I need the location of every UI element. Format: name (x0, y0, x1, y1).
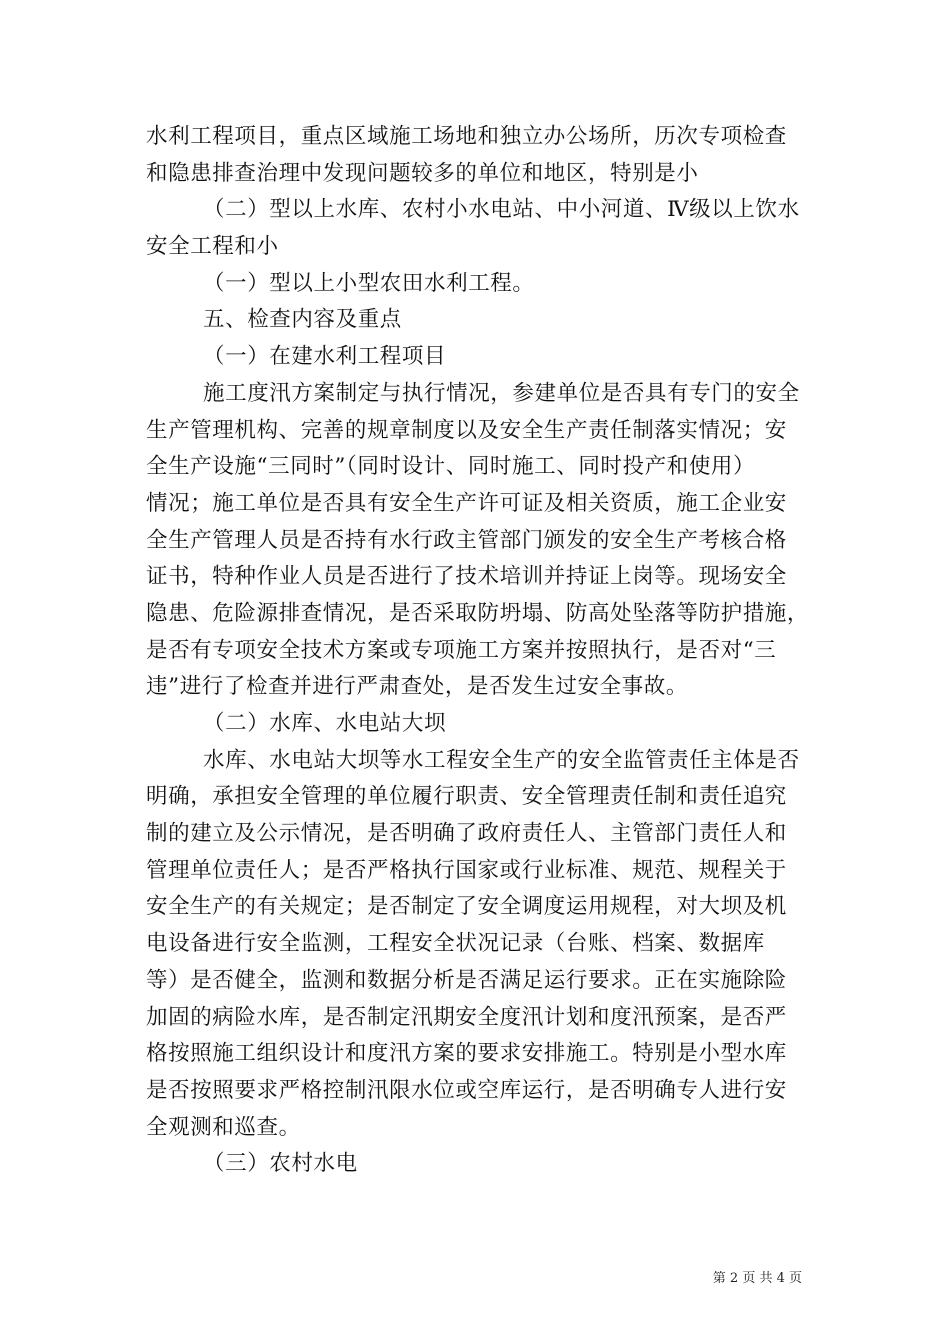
body-line: （一）型以上小型农田水利工程。 (203, 270, 535, 296)
body-line: 等）是否健全，监测和数据分析是否满足运行要求。正在实施除险 (146, 967, 787, 993)
body-line: 安全工程和小 (146, 234, 279, 260)
subsection-heading: （二）水库、水电站大坝 (203, 711, 447, 736)
body-line: 管理单位责任人；是否严格执行国家或行业标准、规范、规程关于 (146, 857, 787, 883)
body-line: 施工度汛方案制定与执行情况，参建单位是否具有专门的安全 (203, 380, 800, 406)
body-line: 是否有专项安全技术方案或专项施工方案并按照执行，是否对“三 (146, 637, 777, 663)
body-line: 隐患、危险源排查情况，是否采取防坍塌、防高处坠落等防护措施， (146, 600, 810, 626)
body-line: 全观测和巡查。 (146, 1114, 301, 1140)
body-line: 全生产管理人员是否持有水行政主管部门颁发的安全生产考核合格 (146, 527, 787, 553)
body-line: 水库、水电站大坝等水工程安全生产的安全监管责任主体是否 (203, 747, 800, 773)
body-line: 情况；施工单位是否具有安全生产许可证及相关资质，施工企业安 (146, 490, 787, 516)
body-line: 违”进行了检查并进行严肃查处，是否发生过安全事故。 (146, 674, 688, 700)
body-line: 明确，承担安全管理的单位履行职责、安全管理责任制和责任追究 (146, 784, 787, 810)
body-line: 证书，特种作业人员是否进行了技术培训并持证上岗等。现场安全 (146, 564, 787, 590)
body-line: 水利工程项目，重点区域施工场地和独立办公场所，历次专项检查 (146, 124, 787, 149)
body-line: 制的建立及公示情况，是否明确了政府责任人、主管部门责任人和 (146, 821, 787, 847)
body-line: 安全生产的有关规定；是否制定了安全调度运用规程，对大坝及机 (146, 894, 787, 920)
subsection-heading: （三）农村水电 (203, 1151, 358, 1177)
body-line: 和隐患排查治理中发现问题较多的单位和地区，特别是小 (146, 160, 699, 186)
document-body (146, 119, 814, 1183)
body-line: 生产管理机构、完善的规章制度以及安全生产责任制落实情况；安 (146, 417, 787, 443)
body-line: 加固的病险水库，是否制定汛期安全度汛计划和度汛预案，是否严 (146, 1004, 787, 1030)
body-line: （二）型以上水库、农村小水电站、中小河道、Ⅳ级以上饮水 (203, 197, 800, 223)
page-number: 第 2 页 共 4 页 (712, 1271, 802, 1286)
body-line: 电设备进行安全监测，工程安全状况记录（台账、档案、数据库 (146, 931, 765, 957)
body-line: 全生产设施“三同时”（同时设计、同时施工、同时投产和使用） (146, 454, 756, 480)
subsection-heading: （一）在建水利工程项目 (203, 344, 447, 370)
section-heading: 五、检查内容及重点 (203, 307, 402, 333)
body-line: 是否按照要求严格控制汛限水位或空库运行，是否明确专人进行安 (146, 1077, 787, 1103)
body-line: 格按照施工组织设计和度汛方案的要求安排施工。特别是小型水库 (146, 1041, 787, 1067)
